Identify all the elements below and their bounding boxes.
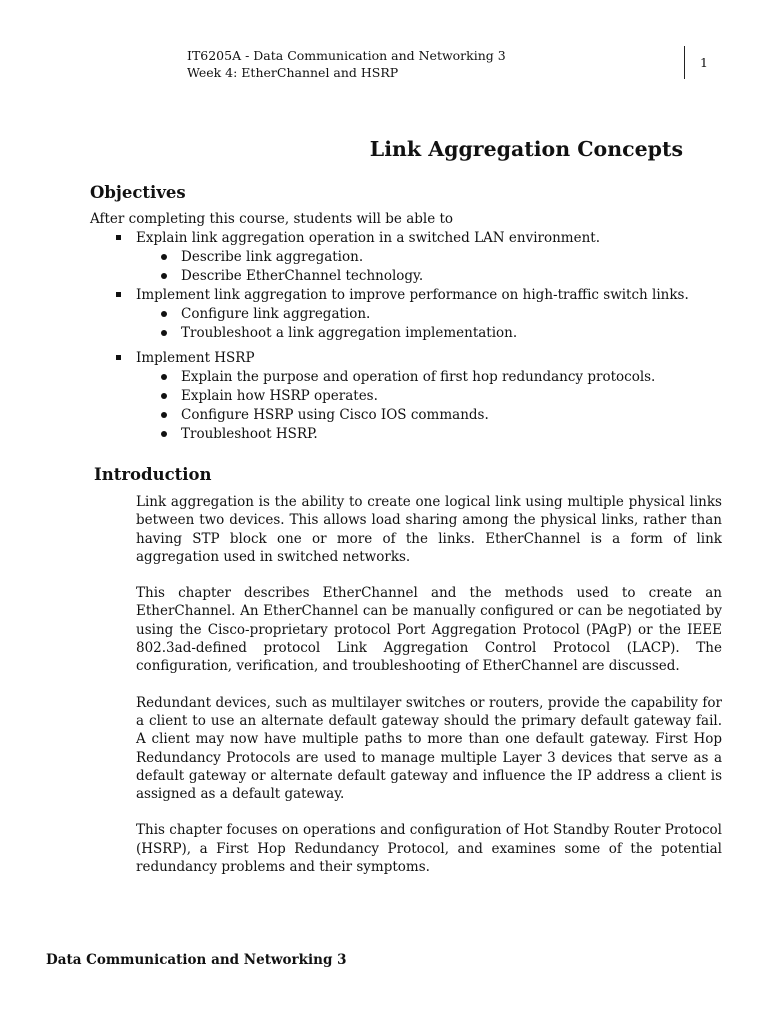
header-divider [684,46,685,79]
introduction-heading: Introduction [94,465,212,484]
objective-subitem: Describe link aggregation. [90,248,710,267]
objective-subitem: Describe EtherChannel technology. [90,267,710,286]
objective-subitem: Configure link aggregation. [90,305,710,324]
page-number: 1 [700,55,708,70]
round-bullet-icon [161,431,167,437]
objective-subitem: Troubleshoot HSRP. [90,425,710,444]
objective-item: Implement link aggregation to improve performance on high-traffic switch links. [90,286,710,305]
square-bullet-icon [116,355,121,360]
introduction-body [136,493,722,894]
objectives-intro: After completing this course, students will be able to [90,211,454,227]
round-bullet-icon [161,374,167,380]
objectives-list [90,229,710,444]
round-bullet-icon [161,330,167,336]
objective-item: Explain link aggregation operation in a switched LAN environment. [90,229,710,248]
header-course: IT6205A - Data Communication and Networking 3 [187,48,506,63]
round-bullet-icon [161,273,167,279]
page-title: Link Aggregation Concepts [369,137,683,161]
objective-item: Implement HSRP [90,349,710,368]
square-bullet-icon [116,235,121,240]
objectives-heading: Objectives [90,183,186,202]
round-bullet-icon [161,311,167,317]
page-header [187,47,506,81]
objective-subitem: Explain how HSRP operates. [90,387,710,406]
header-week: Week 4: EtherChannel and HSRP [187,65,399,80]
intro-paragraph: This chapter describes EtherChannel and the methods used to create an EtherChannel. An EtherChannel can be manually configured or can be negotiated by using the Cisco-proprietary protocol Port Aggregation Protocol (PAgP) or the IEEE 802.3ad-defined protocol Link Aggregation Control Protocol (LACP). The configuration, verification, and troubleshooting of EtherChannel are discussed. [136,585,722,675]
round-bullet-icon [161,412,167,418]
objective-subitem: Configure HSRP using Cisco IOS commands. [90,406,710,425]
objective-subitem: Explain the purpose and operation of first hop redundancy protocols. [90,368,710,387]
round-bullet-icon [161,254,167,260]
intro-paragraph: Redundant devices, such as multilayer switches or routers, provide the capability for a client to use an alternate default gateway should the primary default gateway fail. A client may now have multiple paths to more than one default gateway. First Hop Redundancy Protocols are used to manage multiple Layer 3 devices that serve as a default gateway or alternate default gateway and influence the IP address a client is assigned as a default gateway. [136,694,722,803]
intro-paragraph: Link aggregation is the ability to create one logical link using multiple physical links between two devices. This allows load sharing among the physical links, rather than having STP block one or more of the links. EtherChannel is a form of link aggregation used in switched networks. [136,494,722,565]
page-footer: Data Communication and Networking 3 [46,952,347,968]
round-bullet-icon [161,393,167,399]
intro-paragraph: This chapter focuses on operations and configuration of Hot Standby Router Protocol (HSRP), a First Hop Redundancy Protocol, and examines some of the potential redundancy problems and their symptoms. [136,822,722,876]
objective-subitem: Troubleshoot a link aggregation implementation. [90,324,710,343]
square-bullet-icon [116,292,121,297]
